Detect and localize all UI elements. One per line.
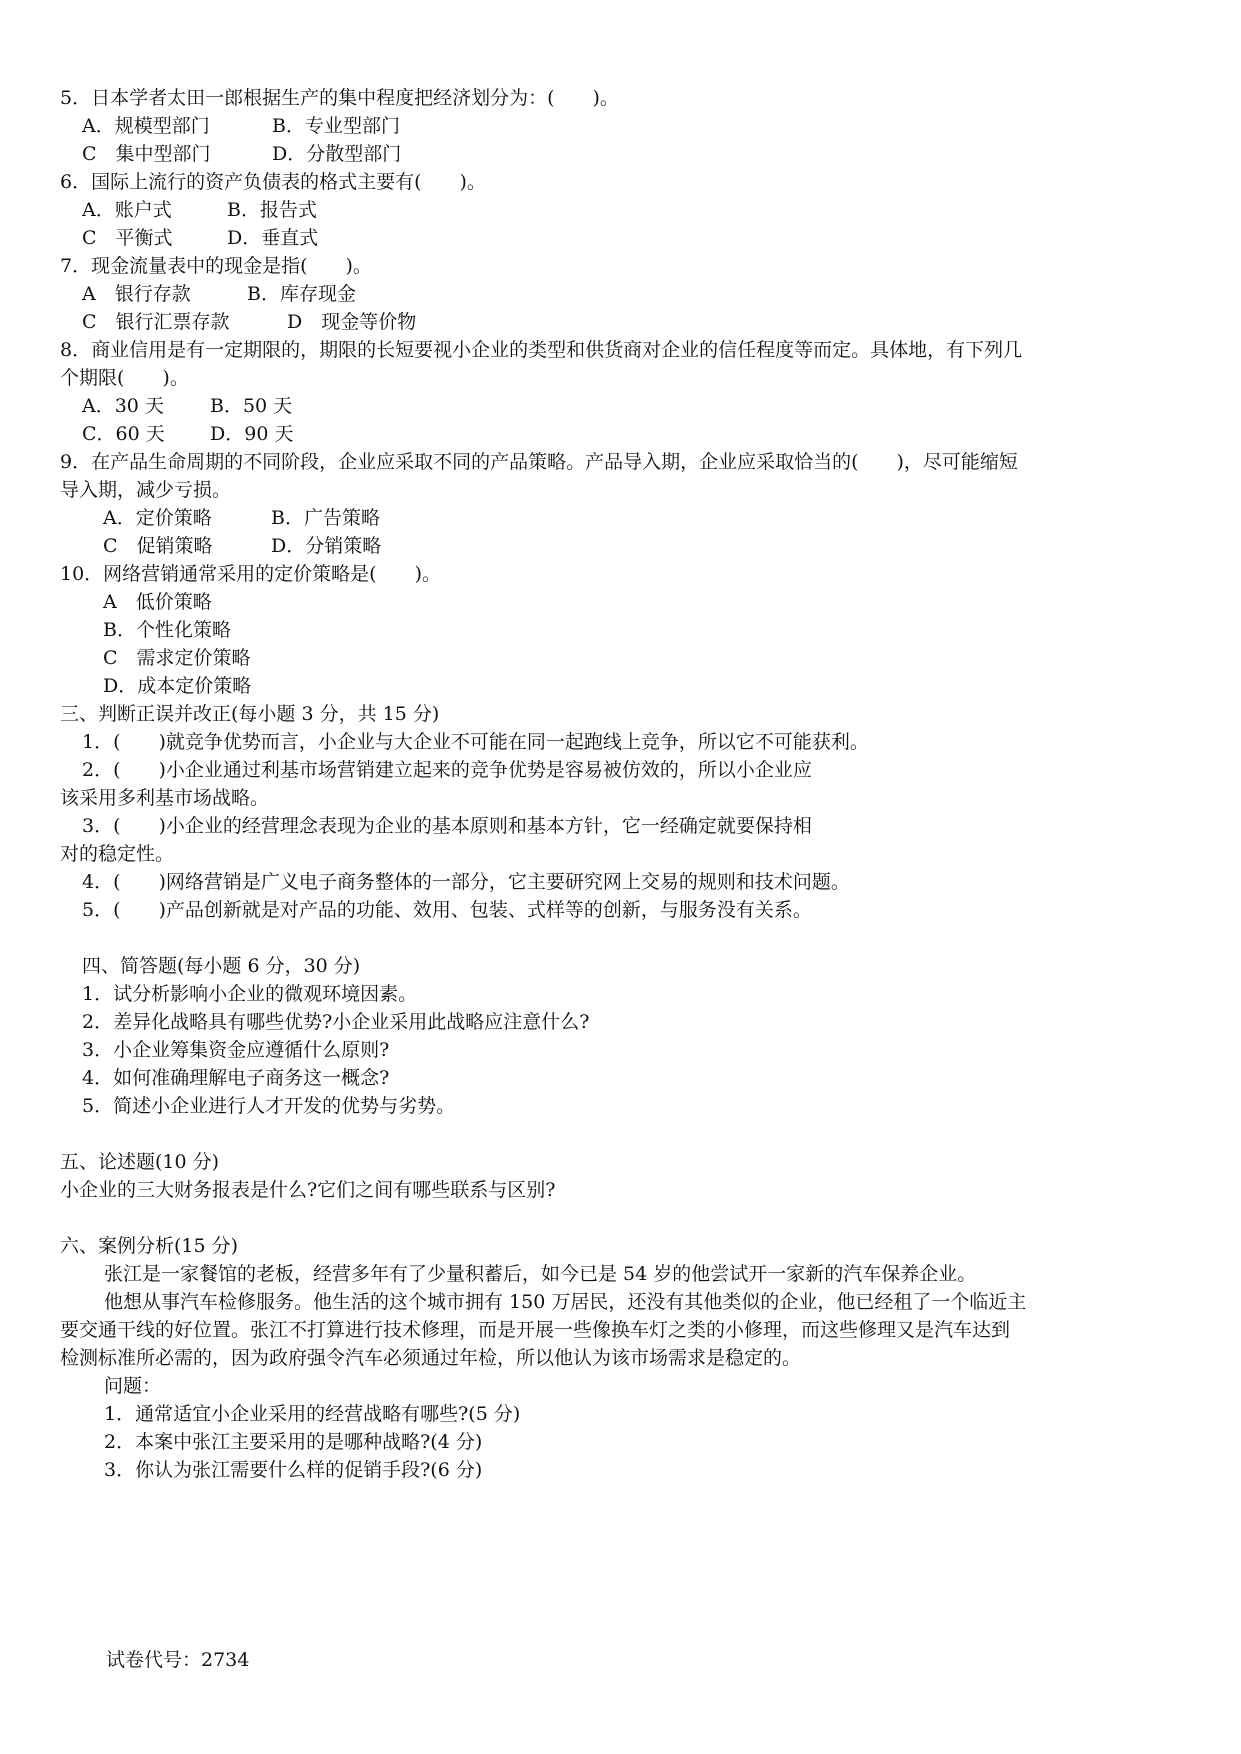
q8-options-row1 xyxy=(0,392,1241,420)
q9-stem-line1: 9．在产品生命周期的不同阶段，企业应采取不同的产品策略。产品导入期，企业应采取恰当的( )，尽可能缩短 xyxy=(60,451,1018,473)
q10-stem: 10．网络营销通常采用的定价策略是( )。 xyxy=(60,563,442,585)
section5-question: 小企业的三大财务报表是什么?它们之间有哪些联系与区别? xyxy=(60,1179,556,1201)
section6-title: 六、案例分析(15 分) xyxy=(60,1235,239,1257)
q8-option-b: B．50 天 xyxy=(210,395,293,417)
q10-option-a: A 低价策略 xyxy=(103,591,212,613)
q10-option-b: B．个性化策略 xyxy=(103,619,231,641)
section6-question-2: 2．本案中张江主要采用的是哪种战略?(4 分) xyxy=(104,1431,483,1453)
q9-options-row1 xyxy=(0,504,1241,532)
q9-option-a: A．定价策略 xyxy=(103,507,212,529)
q10-option-c: C 需求定价策略 xyxy=(103,647,251,669)
section6-question-3: 3．你认为张江需要什么样的促销手段?(6 分) xyxy=(104,1459,483,1481)
q7-option-c: C 银行汇票存款 xyxy=(82,311,230,333)
q5-option-b: B．专业型部门 xyxy=(272,115,400,137)
q6-options-row1 xyxy=(0,196,1241,224)
q7-stem: 7．现金流量表中的现金是指( )。 xyxy=(60,255,372,277)
q8-option-c: C．60 天 xyxy=(82,423,165,445)
section3-item-1: 1．( )就竞争优势而言，小企业与大企业不可能在同一起跑线上竞争，所以它不可能获利。 xyxy=(82,731,869,753)
section6-question-1: 1．通常适宜小企业采用的经营战略有哪些?(5 分) xyxy=(104,1403,521,1425)
section3-item-2-cont: 该采用多利基市场战略。 xyxy=(60,787,270,809)
section4-item-1: 1．试分析影响小企业的微观环境因素。 xyxy=(82,983,418,1005)
section3-item-2: 2．( )小企业通过利基市场营销建立起来的竞争优势是容易被仿效的，所以小企业应 xyxy=(82,759,812,781)
section3-title: 三、判断正误并改正(每小题 3 分，共 15 分) xyxy=(60,703,440,725)
q9-options-row2 xyxy=(0,532,1241,560)
q8-stem-line1: 8．商业信用是有一定期限的，期限的长短要视小企业的类型和供货商对企业的信任程度等而定。具体地，有下列几 xyxy=(60,339,1023,361)
q7-option-b: B．库存现金 xyxy=(247,283,356,305)
q7-options-row1 xyxy=(0,280,1241,308)
q5-options-row2 xyxy=(0,140,1241,168)
section6-para2-line2: 要交通干线的好位置。张江不打算进行技术修理，而是开展一些像换车灯之类的小修理，而这些修理又是汽车达到 xyxy=(60,1319,1011,1341)
section3-item-3-cont: 对的稳定性。 xyxy=(60,843,175,865)
section3-item-3: 3．( )小企业的经营理念表现为企业的基本原则和基本方针，它一经确定就要保持相 xyxy=(82,815,812,837)
q8-option-d: D．90 天 xyxy=(210,423,294,445)
section4-title: 四、简答题(每小题 6 分，30 分) xyxy=(82,955,361,977)
section3-item-4: 4．( )网络营销是广义电子商务整体的一部分，它主要研究网上交易的规则和技术问题。 xyxy=(82,871,850,893)
section4-item-2: 2．差异化战略具有哪些优势?小企业采用此战略应注意什么? xyxy=(82,1011,590,1033)
section6-questions-label: 问题： xyxy=(104,1375,162,1397)
q9-option-c: C 促销策略 xyxy=(103,535,213,557)
q6-option-a: A．账户式 xyxy=(82,199,172,221)
q6-option-d: D．垂直式 xyxy=(227,227,319,249)
q6-option-c: C 平衡式 xyxy=(82,227,173,249)
paper-code: 试卷代号：2734 xyxy=(106,1649,250,1671)
section6-para2-line1: 他想从事汽车检修服务。他生活的这个城市拥有 150 万居民，还没有其他类似的企业，他已经租了一个临近主 xyxy=(104,1291,1027,1313)
q6-options-row2 xyxy=(0,224,1241,252)
q9-option-b: B．广告策略 xyxy=(271,507,380,529)
q5-option-a: A．规模型部门 xyxy=(82,115,210,137)
q9-option-d: D．分销策略 xyxy=(271,535,382,557)
section4-item-3: 3．小企业筹集资金应遵循什么原则? xyxy=(82,1039,390,1061)
q5-stem: 5．日本学者太田一郎根据生产的集中程度把经济划分为：( )。 xyxy=(60,87,619,109)
section4-item-5: 5．简述小企业进行人才开发的优势与劣势。 xyxy=(82,1095,456,1117)
section3-item-5: 5．( )产品创新就是对产品的功能、效用、包装、式样等的创新，与服务没有关系。 xyxy=(82,899,812,921)
q9-stem-line2: 导入期，减少亏损。 xyxy=(60,479,232,501)
q8-stem-line2: 个期限( )。 xyxy=(60,367,189,389)
q6-option-b: B．报告式 xyxy=(227,199,317,221)
section6-para2-line3: 检测标准所必需的，因为政府强令汽车必须通过年检，所以他认为该市场需求是稳定的。 xyxy=(60,1347,802,1369)
q7-option-a: A 银行存款 xyxy=(82,283,191,305)
q5-option-d: D．分散型部门 xyxy=(272,143,402,165)
section4-item-4: 4．如何准确理解电子商务这一概念? xyxy=(82,1067,390,1089)
q6-stem: 6．国际上流行的资产负债表的格式主要有( )。 xyxy=(60,171,486,193)
q5-option-c: C 集中型部门 xyxy=(82,143,211,165)
q7-option-d: D 现金等价物 xyxy=(287,311,417,333)
q10-option-d: D．成本定价策略 xyxy=(103,675,252,697)
q7-options-row2 xyxy=(0,308,1241,336)
q5-options-row1 xyxy=(0,112,1241,140)
q8-option-a: A．30 天 xyxy=(82,395,164,417)
section5-title: 五、论述题(10 分) xyxy=(60,1151,220,1173)
q8-options-row2 xyxy=(0,420,1241,448)
section6-para1: 张江是一家餐馆的老板，经营多年有了少量积蓄后，如今已是 54 岁的他尝试开一家新的汽车保养企业。 xyxy=(104,1263,977,1285)
